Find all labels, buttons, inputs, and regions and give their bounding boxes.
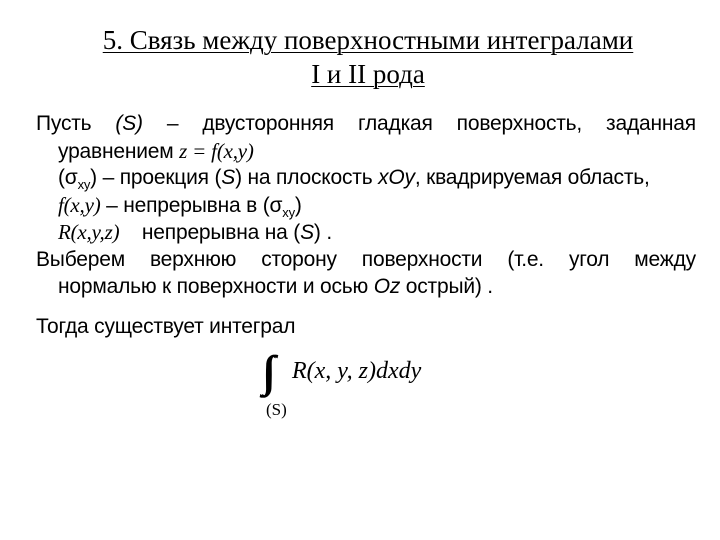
function-R: R(x,y,z) — [58, 220, 120, 244]
text: ) . — [313, 221, 332, 244]
text: ) – проекция ( — [90, 166, 222, 189]
text: – непрерывна в (σ — [100, 194, 283, 217]
slide-title-line-2: I и II рода — [311, 59, 425, 89]
function-f: f(x,y) — [58, 193, 101, 217]
text: непрерывна на ( — [119, 221, 301, 244]
symbol-S: S — [221, 166, 236, 189]
integrand: R(x, y, z)dxdy — [292, 358, 422, 384]
text: острый) . — [400, 275, 493, 298]
double-integral-sign: ∫∫ — [262, 347, 267, 396]
symbol-S: S — [300, 221, 314, 244]
word: между — [634, 248, 696, 271]
axis-name: Oz — [373, 275, 401, 298]
word: двусторонняя — [202, 112, 334, 135]
word: поверхности — [361, 248, 483, 271]
subscript: xy — [282, 205, 295, 221]
word: (т.е. — [507, 248, 544, 271]
word: гладкая — [357, 112, 433, 135]
word: сторону — [261, 248, 337, 271]
text: (σ — [58, 166, 78, 189]
text: ) на плоскость — [235, 166, 379, 189]
para3-line-1: Тогда существует интеграл — [36, 315, 296, 338]
para2-line-1 — [36, 246, 696, 274]
plane-name: xOy — [378, 166, 415, 189]
text: , квадрируемая область, — [414, 166, 650, 189]
surface-integral-formula — [262, 347, 482, 428]
surface-equation: z = f(x,y) — [179, 139, 254, 163]
word: верхнюю — [149, 248, 237, 271]
word: Выберем — [36, 248, 125, 271]
word: – — [166, 112, 179, 135]
text: ) — [294, 194, 302, 217]
word: Пусть — [36, 112, 92, 135]
integration-domain: (S) — [266, 400, 287, 419]
slide-title-line-1: 5. Связь между поверхностными интегралами — [102, 25, 634, 55]
text: уравнением — [58, 140, 180, 163]
word: заданная — [606, 112, 696, 135]
para2-line-2 — [58, 273, 718, 301]
word: (S) — [115, 112, 143, 135]
word: угол — [568, 248, 610, 271]
para1-line-2 — [58, 137, 718, 166]
subscript: xy — [77, 177, 91, 193]
para1-line-5 — [58, 218, 718, 247]
text: нормалью к поверхности и осью — [58, 275, 374, 298]
word: поверхность, — [456, 112, 583, 135]
para1-line-1 — [36, 110, 696, 138]
